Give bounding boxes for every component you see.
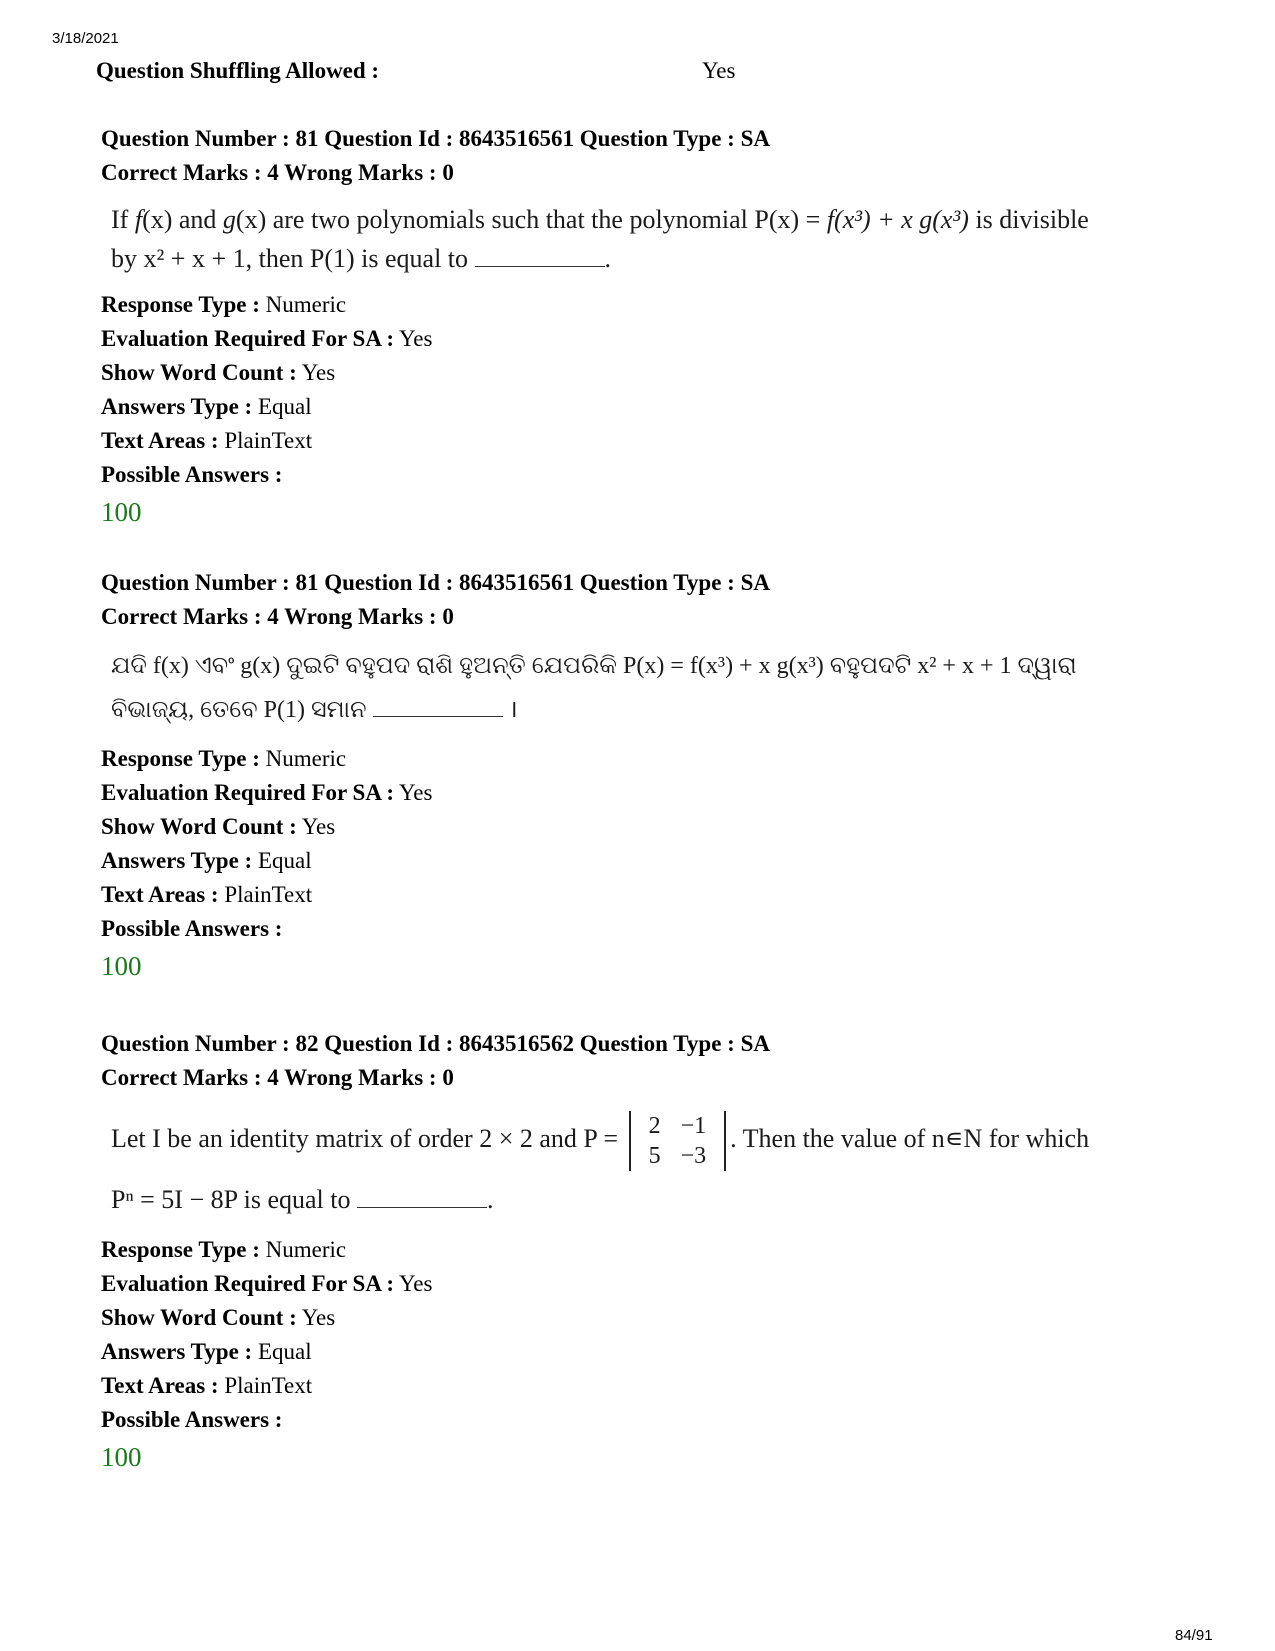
possible-answer-value: 100: [101, 497, 142, 527]
response-type-value: Numeric: [265, 1237, 347, 1262]
question-marks: Correct Marks : 4 Wrong Marks : 0: [101, 604, 454, 629]
answer-blank: [373, 696, 503, 717]
shuffle-value: Yes: [702, 58, 736, 83]
question-marks: Correct Marks : 4 Wrong Marks : 0: [101, 1065, 454, 1090]
text-areas-value: PlainText: [224, 428, 313, 453]
response-type-value: Numeric: [265, 746, 347, 771]
answers-type-value: Equal: [257, 848, 312, 873]
question-block-1: Question Number : 81 Question Id : 8643516561 Question Type : SA Correct Marks : 4 Wrong Marks : 0 If f(x) and g(x) are two polynomials such that the polynomial P(x) = f(x³) + x g(x³) is divisible by x² + x + 1, then P(1) is equal to . Response Type : Numeric Evaluation Required For SA : Yes Show Word Count : Yes Answers Type : Equal Text Areas : PlainText Possible Answers : 100: [101, 122, 1201, 530]
possible-answers-label: Possible Answers :: [101, 1407, 283, 1432]
possible-answers-label: Possible Answers :: [101, 916, 283, 941]
shuffle-label: Question Shuffling Allowed :: [96, 58, 380, 83]
question-block-3: Question Number : 82 Question Id : 8643516562 Question Type : SA Correct Marks : 4 Wrong Marks : 0 Let I be an identity matrix of order 2 × 2 and P = 2 −1 5 −3 . Then the value of n∊N for which Pⁿ = 5I − 8P is equal to . Response Type : Numeric Evaluation Required For SA : Yes Show Word Count : Yes Answers Type : Equal Text Areas : PlainText Possible Answers : 100: [101, 1027, 1201, 1475]
question-text-line-2: ବିଭାଜ୍ୟ, ତେବେ P(1) ସମାନ ।: [111, 697, 518, 723]
word-count-value: Yes: [301, 360, 336, 385]
word-count-value: Yes: [301, 1305, 336, 1330]
word-count-value: Yes: [301, 814, 336, 839]
question-text: [111, 644, 1201, 732]
response-type-value: Numeric: [265, 292, 347, 317]
question-marks: Correct Marks : 4 Wrong Marks : 0: [101, 160, 454, 185]
possible-answers-label: Possible Answers :: [101, 462, 283, 487]
question-text-line-2: Pⁿ = 5I − 8P is equal to .: [111, 1185, 494, 1214]
answers-type-value: Equal: [257, 1339, 312, 1364]
question-header: Question Number : 81 Question Id : 8643516561 Question Type : SA: [101, 126, 770, 151]
question-text-line-1: If f(x) and g(x) are two polynomials such that the polynomial P(x) = f(x³) + x g(x³) is divisible: [111, 205, 1089, 234]
question-text: [111, 200, 1201, 278]
question-text-line-2: by x² + x + 1, then P(1) is equal to .: [111, 244, 612, 273]
possible-answer-value: 100: [101, 951, 142, 981]
eval-required-value: Yes: [399, 1271, 433, 1296]
answers-type-value: Equal: [257, 394, 312, 419]
eval-required-value: Yes: [399, 326, 433, 351]
page-number: 84/91: [1175, 1627, 1213, 1644]
answer-blank: [475, 246, 605, 267]
text-areas-value: PlainText: [224, 1373, 313, 1398]
text-areas-value: PlainText: [224, 882, 313, 907]
answer-blank: [357, 1187, 487, 1208]
eval-required-value: Yes: [399, 780, 433, 805]
question-text: [111, 1111, 1201, 1223]
question-header: Question Number : 82 Question Id : 8643516562 Question Type : SA: [101, 1031, 770, 1056]
question-header: Question Number : 81 Question Id : 8643516561 Question Type : SA: [101, 570, 770, 595]
possible-answer-value: 100: [101, 1442, 142, 1472]
question-text-line-1: Let I be an identity matrix of order 2 × 2 and P = 2 −1 5 −3 . Then the value of n∊N for which: [111, 1113, 1090, 1169]
matrix-p: 2 −1 5 −3: [629, 1111, 727, 1171]
print-date: 3/18/2021: [52, 30, 119, 47]
question-block-2: Question Number : 81 Question Id : 8643516561 Question Type : SA Correct Marks : 4 Wrong Marks : 0 ଯଦି f(x) ଏବଂ g(x) ଦୁଇଟି ବହୁପଦ ରାଶି ହୁଅନ୍ତି ଯେପରିକି P(x) = f(x³) + x g(x³) ବହୁପଦଟି x² + x + 1 ଦ୍ୱାରା ବିଭାଜ୍ୟ, ତେବେ P(1) ସମାନ । Response Type : Numeric Evaluation Required For SA : Yes Show Word Count : Yes Answers Type : Equal Text Areas : PlainText Possible Answers : 100: [101, 566, 1201, 984]
question-text-line-1: ଯଦି f(x) ଏବଂ g(x) ଦୁଇଟି ବହୁପଦ ରାଶି ହୁଅନ୍ତି ଯେପରିକି P(x) = f(x³) + x g(x³) ବହୁପଦଟି x² + x + 1 ଦ୍ୱାରା: [111, 653, 1077, 679]
